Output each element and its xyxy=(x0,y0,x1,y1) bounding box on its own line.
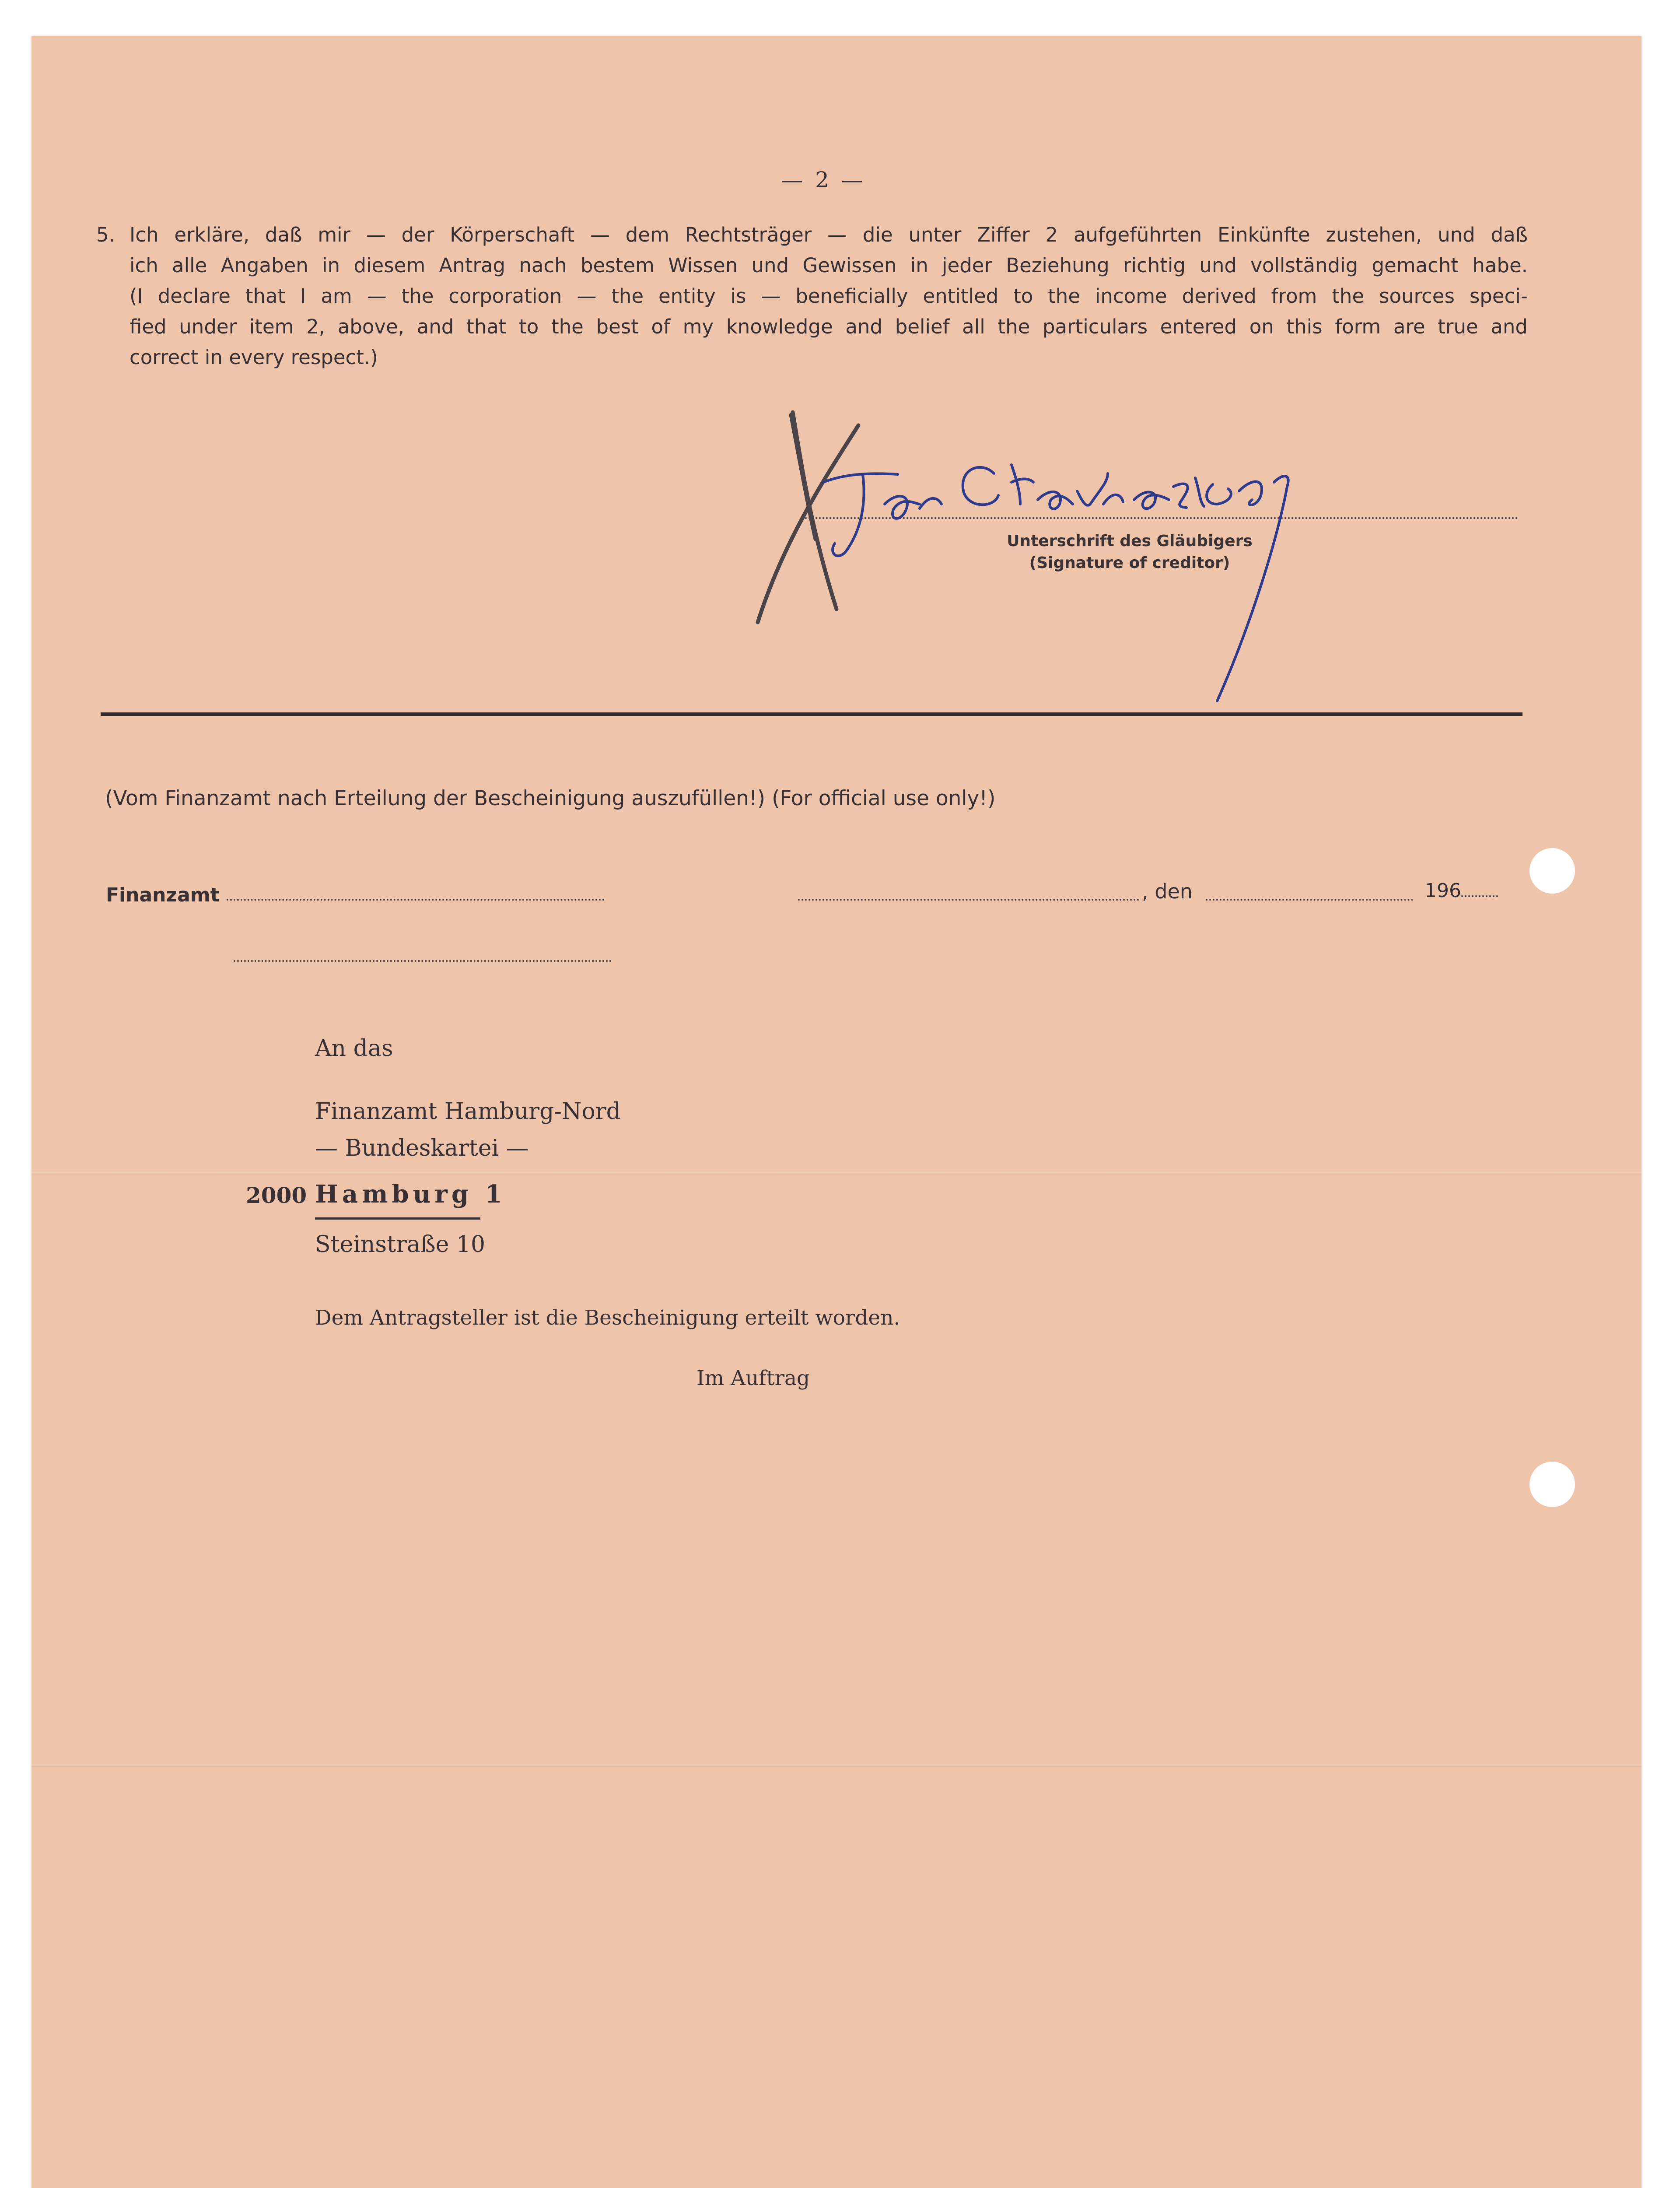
finanzamt-field-second-line xyxy=(234,960,612,962)
declaration-line-en: (I declare that I am — the corporation — the entity is — beneficially entitled to the income derived from the sources speci- xyxy=(130,284,1528,308)
signature-cross xyxy=(758,412,858,622)
finanzamt-label: Finanzamt xyxy=(106,884,220,906)
signature-name xyxy=(823,465,1288,701)
address-office: Finanzamt Hamburg-Nord xyxy=(315,1098,621,1125)
declaration-line-en: fied under item 2, above, and that to the best of my knowledge and belief all the particulars entered on this form are true and xyxy=(130,315,1528,338)
paper-fold xyxy=(32,1764,1642,1767)
year-field xyxy=(1461,895,1498,897)
punch-hole xyxy=(1530,1462,1575,1507)
address-department: — Bundeskartei — xyxy=(315,1135,529,1161)
address-city: Hamburg 1 xyxy=(315,1180,506,1209)
punch-hole xyxy=(1530,848,1575,894)
signature-caption-de: Unterschrift des Gläubigers xyxy=(1007,532,1253,550)
item-number: 5. xyxy=(96,223,115,246)
address-street: Steinstraße 10 xyxy=(315,1231,486,1258)
authority-line: Im Auftrag xyxy=(696,1366,810,1390)
certificate-statement: Dem Antragsteller ist die Bescheinigung erteilt worden. xyxy=(315,1306,900,1330)
year-prefix: 196 xyxy=(1424,880,1461,902)
date-field xyxy=(1206,899,1413,901)
finanzamt-field xyxy=(227,899,605,901)
declaration-line-en: correct in every respect.) xyxy=(130,346,378,369)
paper-fold xyxy=(32,1172,1642,1175)
address-salutation: An das xyxy=(315,1035,393,1062)
address-postcode: 2000 xyxy=(246,1182,307,1208)
declaration xyxy=(96,220,1528,373)
signature-caption-en: (Signature of creditor) xyxy=(1029,554,1230,572)
city-underline xyxy=(315,1217,480,1220)
page-number: — 2 — xyxy=(781,167,866,193)
declaration-line-de: Ich erkläre, daß mir — der Körperschaft — dem Rechtsträger — die unter Ziffer 2 aufgeführten Einkünfte zustehen, und daß xyxy=(130,223,1528,246)
declaration-line-de: ich alle Angaben in diesem Antrag nach bestem Wissen und Gewissen in jeder Beziehung richtig und vollständig gemacht habe. xyxy=(130,254,1528,277)
year-label xyxy=(1424,880,1498,902)
form-page xyxy=(32,36,1642,2188)
place-field xyxy=(798,899,1139,901)
official-use-note: (Vom Finanzamt nach Erteilung der Bescheinigung auszufüllen!) (For official use only!) xyxy=(105,786,996,810)
handwritten-signature xyxy=(714,395,1335,736)
section-divider xyxy=(101,712,1522,716)
den-label: , den xyxy=(1142,880,1193,903)
